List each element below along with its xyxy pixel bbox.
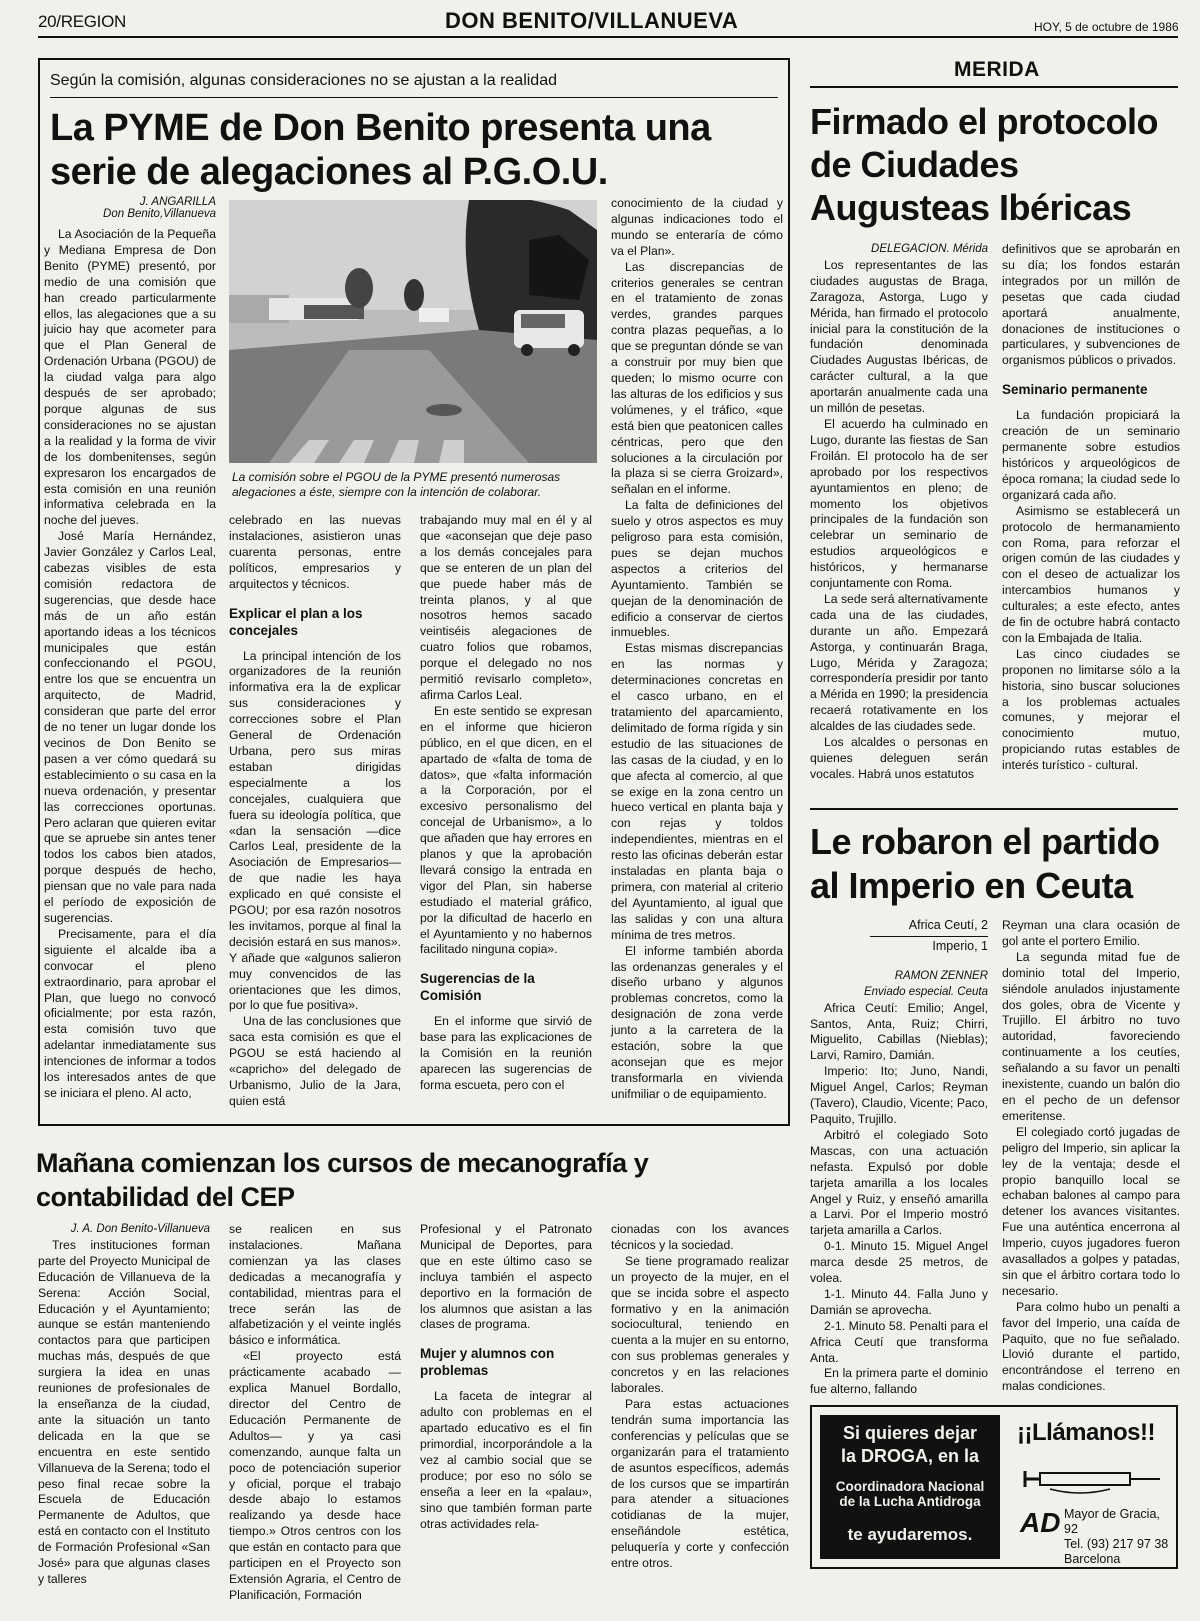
cep-headline: Mañana comienzan los cursos de mecanografía y contabilidad del CEP [36,1148,649,1212]
masthead-rule [38,36,1178,38]
pyme-headline: La PYME de Don Benito presenta una serie de alegaciones al P.G.O.U. [50,107,711,193]
pyme-col-4 [611,196,783,1103]
paragraph: definitivos que se aprobarán en su día; los fondos estarán integrados por un millón de pesetas que cada ciudad aportará anualmente, donaciones de instituciones o particulares, y subvenciones de organismos públicos o privados. [1002,242,1180,368]
paragraph: Africa Ceutí: Emilio; Angel, Santos, Anta, Ruiz; Chirri, Miguelito, Cabillas (Nieblas); Larvi, Ramiro, Damián. [810,1000,988,1063]
paragraph: La principal intención de los organizadores de la reunión informativa era la de explicar sus consideraciones y correcciones sobre el Plan General de Ordenación Urbana, pero sus miras estaban dirigidas especialmente a los concejales, cualquiera que fuera su ideología política, que «dan la sensación —dice Carlos Leal, presidente de la Asociación de Empresarios— de que nadie les haya explicado en qué consiste el PGOU; por esa razón nosotros les invitamos, porque al final la decisión estará en sus manos». Y añade que «algunos salieron muy convencidos de las orientaciones que les dimos, por lo que fue positiva». [229,648,401,1013]
ad-call: ¡¡Llámanos!! [1017,1419,1155,1446]
paragraph: cionadas con los avances técnicos y la sociedad. [611,1222,789,1252]
paragraph: Imperio: Ito; Juno, Nandi, Miguel Angel, Carlos; Reyman (Tavero), Claudio, Vicente; Paco, Paquito, Trujillo. [810,1064,988,1126]
paragraph: La Asociación de la Pequeña y Mediana Empresa de Don Benito (PYME) presentó, por medio de una comisión que han creado particularmente ellos, las alegaciones que a su juicio hay que acometer para que el Plan General de Ordenación Urbana (PGOU) de la ciudad valga para algo después de ser aprobado; porque algunas de sus consideraciones no se ajustan a la realidad y la forma de vivir de los dombenitenses, según expresaron los encargados de esta comisión en una reunión informativa celebrada en la noche del jueves. [44,227,216,528]
paragraph: conocimiento de la ciudad y algunas indicaciones todo el mundo se enteraría de cómo va el Plan». [611,196,783,258]
paragraph: Reyman una clara ocasión de gol ante el portero Emilio. [1002,918,1180,948]
ad-logo: AD [1020,1507,1061,1538]
merida-col-1 [810,242,988,783]
antidrug-ad [810,1405,1178,1569]
merida-rule [810,86,1178,88]
ad-address: Mayor de Gracia, 92 [1064,1507,1160,1536]
merida-col-2 [1002,242,1180,774]
paragraph: 2-1. Minuto 58. Penalti para el Africa Ceutí que transforma Anta. [810,1318,988,1365]
masthead-title: DON BENITO/VILLANUEVA [445,8,739,33]
paragraph: En la primera parte el dominio fue alterno, fallando [810,1366,988,1397]
paragraph: Precisamente, para el día siguiente el alcalde iba a convocar el pleno extraordinario, para aprobar el Plan, que luego no convocó oficialmente; por esta razón, esta comisión tuvo que adelantar inmediatamente sus intenciones de informar a todos los interesados antes de que se iniciara el pleno. Al acto, [44,926,216,1100]
paragraph: Asimismo se establecerá un protocolo de hermanamiento con Roma, para reforzar el origen común de las ciudades y con el deseo de actualizar los intercambios humanos y culturales; a este efecto, antes de fin de octubre habrá contacto con la Embajada de Italia. [1002,503,1180,645]
author: J. ANGARILLA [139,196,216,208]
ad-city: Barcelona [1064,1552,1121,1566]
score-away: Imperio, 1 [932,938,988,953]
pyme-col-2 [229,513,401,1110]
cep-col-1 [38,1222,210,1588]
paragraph: El acuerdo ha culminado en Lugo, durante las fiestas de San Froilán. El protocolo ha de ser aprobado por los respectivos ayuntamientos en pleno; de momento los objetivos principales de la fundación son celebrar un seminario de estudios arqueológicos e históricos, y hermanarse conjuntamente con Roma. [810,416,988,591]
paragraph: La segunda mitad fue de dominio total del Imperio, siéndole anulados injustamente dos goles, obra de Vicente y Trujillo. El árbitro no tuvo autoridad, favoreciendo continuamente a los ceutíes, señalando a su favor un penalti inexistente, cuando un balón dio en el pecho de un defensor emeritense. [1002,949,1180,1123]
paragraph: El colegiado cortó jugadas de peligro del Imperio, sin aplicar la ley de la ventaja; desde el propio banquillo local se echaban balones al campo para detener los avances visitantes. Fue una auténtica encerrona al Imperio, cuyos jugadores fueron avasallados a golpes y patadas, sin que el árbitro cortara todo lo necesario. [1002,1124,1180,1298]
merida-byline: DELEGACION. Mérida [871,243,988,255]
ceuta-headline: Le robaron el partido al Imperio en Ceuta [810,821,1160,906]
subheading: Sugerencias de la Comisión [420,971,535,1004]
syringe-icon [1020,1459,1170,1499]
ad-black-panel [820,1415,1000,1559]
cep-col-4 [611,1222,789,1572]
paragraph: José María Hernández, Javier González y Carlos Leal, cabezas visibles de esta comisión redactora de sugerencias, que desde hace más de un año están aportando ideas a los técnicos municipales que están confeccionando el PGOU, entre los que se encuentra un arquitecto, de Madrid, consideran que parte del error de no tener un lugar donde los vecinos de Don Benito se pasen a ver cómo quedará su establecimiento o su casa en la nueva ordenación, y presentar las correcciones oportunas. Pero aclaran que quieren evitar que se apruebe sin antes tener todos los cabos bien atados, porque después de hecho, piensan que no vale para nada el período de exposición de sugerencias. [44,529,216,925]
kicker-rule [50,97,778,98]
pyme-byline [50,196,216,220]
paragraph: «El proyecto está prácticamente acabado —explica Manuel Bordallo, director del Centro de Educación Permanente de Adultos— y ya casi comenzando, aunque falta un poco de potenciación superior y oficial, porque el trabajo desde abajo lo estamos realizando ya desde hace tiempo.» Otros centros con los que están en contacto para que participen en el Proyecto son Extensión Agraria, el Centro de Planificación, Formación [229,1349,401,1602]
paragraph: En este sentido se expresan en el informe que hicieron público, en el que dicen, en el apartado de «falta de toma de datos», que «falta información a la Corporación, por el excesivo personalismo del concejal de Urbanismo», a lo que añaden que hay errores en planos y que la aprobación llevará consigo la entrada en vigor del Plan, sin haberse estudiado el material gráfico, por la dificultad de hacerlo en el Ayuntamiento y no habernos facilitado ninguna copia». [420,703,592,957]
ad-line-5: te ayudaremos. [847,1525,973,1544]
paragraph: Arbitró el colegiado Soto Mascas, con una actuación nefasta. Expulsó por doble tarjeta amarilla a los locales Angel y Ruiz, y enseñó amarilla a Larvi. Por el Imperio mostró tarjeta amarilla a Carlos. [810,1127,988,1238]
ceuta-col-2 [1002,918,1180,1395]
paragraph: Profesional y el Patronato Municipal de Deportes, para que en este último caso se incluya también el aspecto deportivo en la formación de los alumnos que asistan a las clases de programa. [420,1222,592,1332]
subheading: Mujer y alumnos con problemas [420,1346,555,1379]
paragraph: La fundación propiciará la creación de un seminario permanente sobre estudios históricos y arqueológicos de época romana; la ciudad sede lo organizará cada año. [1002,408,1180,502]
ceuta-rule [810,808,1178,810]
paragraph: Se tiene programado realizar un proyecto de la mujer, en el que se incida sobre el aspecto formativo y en la animación sociocultural, teniendo en cuenta a la mujer en su entorno, con sus problemas generales y concretos y en las relaciones laborales. [611,1253,789,1396]
paragraph: Para colmo hubo un penalti a favor del Imperio, una caída de Paquito, que no fue señalado. Llovió durante el partido, encontrándose el terreno en malas condiciones. [1002,1299,1180,1394]
paragraph: Los representantes de las ciudades augustas de Braga, Zaragoza, Astorga, Lugo y Mérida, han firmado el protocolo inicial para la constitución de la fundación denominada Ciudades Augustas Ibéricas, de carácter cultural, a la que aportarán anualmente cada una un millón de pesetas. [810,257,988,416]
author: RAMON ZENNER [894,969,988,982]
paragraph: trabajando muy mal en él y al que «aconsejan que deje paso a los demás concejales para que se enteren de un plan del que puede haber más de treinta planos, y al que nosotros hemos sacado veintiséis alegaciones de cuatro folios que robamos, porque el delegado no nos permitió revisarlo completo», afirma Carlos Leal. [420,513,592,702]
street-photo [229,200,597,463]
paragraph: La falta de definiciones del suelo y otros aspectos es muy peligroso para esta comisión, pues se dejan muchos aspectos a criterios del Ayuntamiento. También se quejan de la denominación de edificio a conservar de ciertos inmuebles. [611,498,783,640]
paragraph: El informe también aborda las ordenanzas generales y el diseño urbano y algunos problemas concretos, como la designación de zona verde junto a la carretera de la estación, sobre la que aconsejan que es mejor transformarla en vivienda unifmiliar o de equipamiento. [611,943,783,1101]
pyme-kicker: Según la comisión, algunas consideraciones no se ajustan a la realidad [50,72,557,89]
paragraph: En el informe que sirvió de base para las explicaciones de la Comisión en la reunión aparecen las sugerencias de forma escueta, pero con el [420,1014,592,1092]
ad-line-2: la DROGA, en la [840,1446,980,1466]
photo-illustration [229,200,597,463]
score-home: Africa Ceutí, 2 [908,918,988,932]
photo-caption: La comisión sobre el PGOU de la PYME presentó numerosas alegaciones a éste, siempre con la intención de colaborar. [232,470,561,499]
subheading: Seminario permanente [1002,382,1148,398]
ad-phone: Tel. (93) 217 97 38 [1064,1537,1169,1551]
paragraph: Las discrepancias de criterios generales se centran en el tratamiento de zonas verdes, grandes parques contra plazas pequeñas, a lo que se preguntan dónde se van a construir por muy bien que queden; lo mismo ocurre con las alturas de los edificios y sus volúmenes, y el tráfico, «que está bien que peatonicen calles céntricas, pero que den soluciones a la circulación por la plaza si se cierra Groizard», señalan en el informe. [611,259,783,497]
score-underline [870,936,988,937]
ad-line-4: de la Lucha Antidroga [839,1494,981,1509]
cep-byline: J. A. Don Benito-Villanueva [70,1223,210,1235]
paragraph: La faceta de integrar al adulto con problemas en el apartado educativo es el fin primordial, incorporándole a la vez al cambio social que se produce; por eso no sólo se enseña a leer en la «palau», sino que también forman parte otras actividades rela- [420,1389,592,1531]
location: Don Benito,Villanueva [103,208,216,220]
paragraph: celebrado en las nuevas instalaciones, asistieron unas cuarenta personas, entre políticos, empresarios y arquitectos y técnicos. [229,513,401,591]
subheading: Explicar el plan a los concejales [229,605,363,638]
paragraph: se realicen en sus instalaciones. Mañana comienzan ya las clases dedicadas a mecanografía y contabilidad, mientras para el trece serán las de alfabetización y el veinte inglés básico e informática. [229,1222,401,1348]
ad-address-block [1064,1507,1176,1567]
paragraph: Una de las conclusiones que saca esta comisión es que el PGOU se está haciendo al «capricho» del delegado de Urbanismo, Julio de la Jara, quien está [229,1014,401,1108]
paragraph: La sede será alternativamente cada una de las ciudades, durante un año. Empezará Astorga, y continuarán Braga, Lugo, Mérida y Zaragoza; correspondería presidir por tanto a Mérida en 1990; la presidencia recaerá rotativamente en los alcaldes de las ciudades sede. [810,591,988,734]
pyme-col-1 [44,227,216,1102]
ad-line-1: Si quieres dejar [842,1423,978,1443]
section-label: 20/REGION [38,12,126,31]
paragraph: Los alcaldes o personas en quienes deleguen serán vocales. Habrá unos estatutos [810,735,988,781]
paragraph: 1-1. Minuto 44. Falla Juno y Damián se aprovecha. [810,1286,988,1317]
cep-col-3 [420,1222,592,1533]
paragraph: 0-1. Minuto 15. Miguel Angel marca desde 25 metros, de volea. [810,1239,988,1286]
merida-section: MERIDA [954,58,1040,81]
issue-date: HOY, 5 de octubre de 1986 [1034,20,1179,34]
cep-col-2 [229,1222,401,1604]
paragraph: Tres instituciones forman parte del Proyecto Municipal de Educación de Villanueva de la Serena: Acción Social, Educación y el Ayuntamiento; aunque se están manteniendo contactos para que participen muchas más, después de que surgiera la idea en unas reuniones de profesionales de la enseñanza de la ciudad, ante la situación un tanto delicada en la que se encuentra en este sentido Villanueva de la Serena; todo el peso final recae sobre la Escuela de Educación Permanente de Adultos, que está en contacto con el Instituto de Formación Profesional «San José» para que algunas clases y talleres [38,1237,210,1586]
ceuta-col-1 [810,918,988,1398]
location: Enviado especial. Ceuta [863,985,988,998]
ad-line-3: Coordinadora Nacional [835,1479,985,1494]
pyme-col-3 [420,513,592,1094]
paragraph: Estas mismas discrepancias en las normas y determinaciones concretas en el casco urbano, en el tratamiento del aparcamiento, delimitado de forma rígida y sin estudio de las situaciones de las casas de la ciudad, y en lo que afecta al comercio, al que se exige en la zona centro un hueco vertical en planta baja y con rejas y toldos independientes, mientras en el resto las oficinas deberán estar instaladas en planta baja o primera, con material al criterio del Ayuntamiento, al igual que las salidas y con una altura mínima de tres metros. [611,641,783,942]
merida-headline: Firmado el protocolo de Ciudades Augusteas Ibéricas [810,101,1159,228]
paragraph: Las cinco ciudades se proponen no limitarse sólo a la historia, sino buscar soluciones a los problemas actuales comunes, y mejorar el conocimiento mutuo, propiciando rutas estables de interés turístico - cultural. [1002,646,1180,773]
paragraph: Para estas actuaciones tendrán suma importancia las conferencias y películas que se organizarán para el tratamiento de asuntos específicos, además de los cursos que se impartirán para atender a situaciones cotidianas de la mujer, enseñándole estética, peluquería y corte y confección entre otros. [611,1396,789,1571]
